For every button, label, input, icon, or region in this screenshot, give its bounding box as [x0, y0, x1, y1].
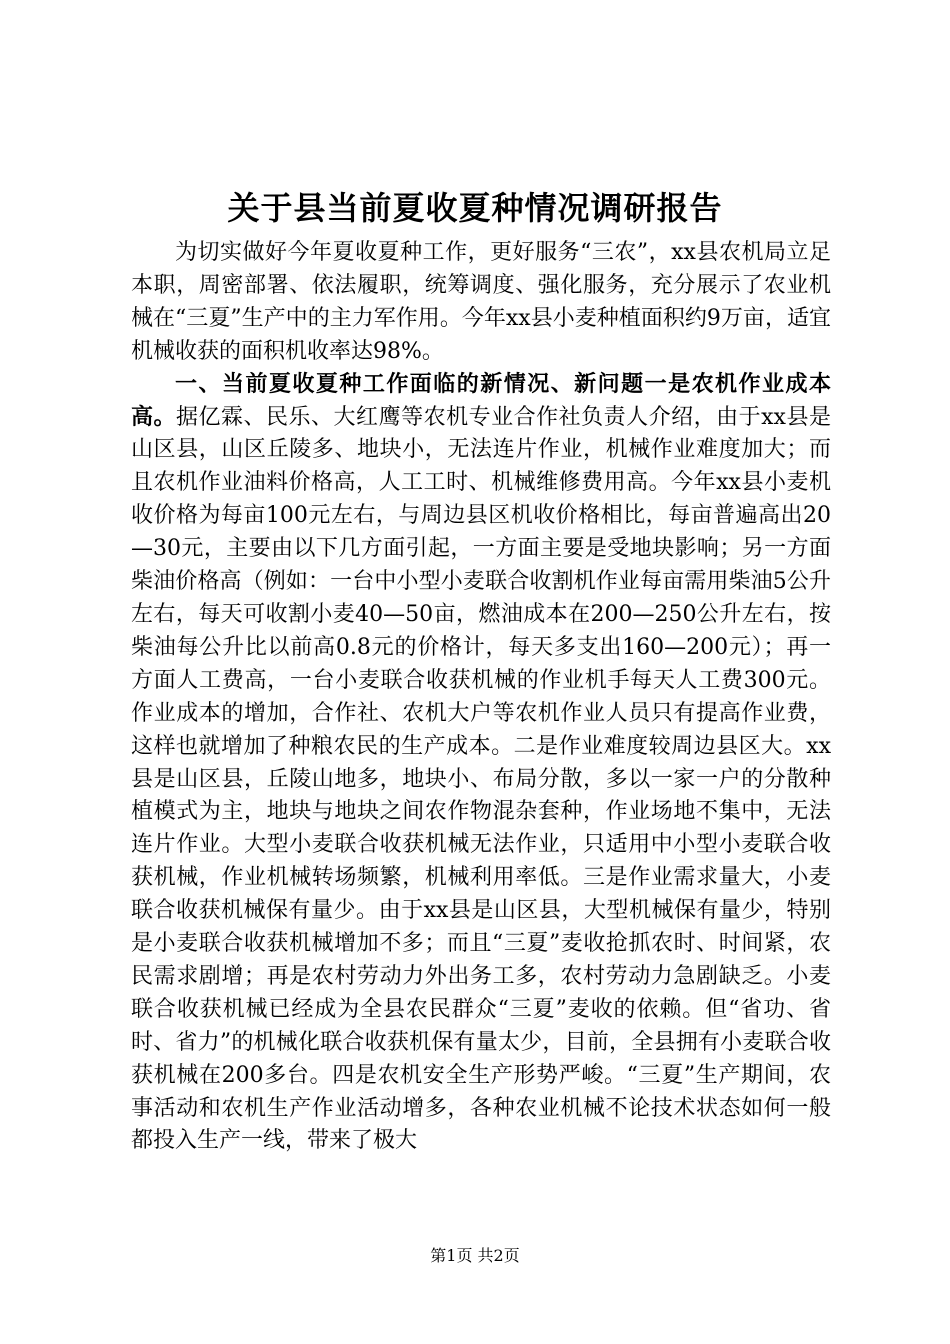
section-body-text: 据亿霖、民乐、大红鹰等农机专业合作社负责人介绍，由于xx县是山区县，山区丘陵多、地块小，无法连片作业，机械作业难度加大；而且农机作业油料价格高，人工工时、机械维修费用高。今年xx县小麦机收价格为每亩100元左右，与周边县区机收价格相比，每亩普遍高出20—30元，主要由以下几方面引起，一方面主要是受地块影响；另一方面柴油价格高（例如：一台中小型小麦联合收割机作业每亩需用柴油5公升左右，每天可收割小麦40—50亩，燃油成本在200—250公升左右，按柴油每公升比以前高0.8元的价格计，每天多支出160—200元）；再一方面人工费高，一台小麦联合收获机械的作业机手每天人工费300元。作业成本的增加，合作社、农机大户等农机作业人员只有提高作业费，这样也就增加了种粮农民的生产成本。二是作业难度较周边县区大。xx县是山区县，丘陵山地多，地块小、布局分散，多以一家一户的分散种植模式为主，地块与地块之间农作物混杂套种，作业场地不集中，无法连片作业。大型小麦联合收获机械无法作业，只适用中小型小麦联合收获机械，作业机械转场频繁，机械利用率低。三是作业需求量大，小麦联合收获机械保有量少。由于xx县是山区县，大型机械保有量少，特别是小麦联合收获机械增加不多；而且“三夏”麦收抢抓农时、时间紧，农民需求剧增；再是农村劳动力外出务工多，农村劳动力急剧缺乏。小麦联合收获机械已经成为全县农民群众“三夏”麦收的依赖。但“省功、省时、省力”的机械化联合收获机保有量太少，目前，全县拥有小麦联合收获机械在200多台。四是农机安全生产形势严峻。“三夏”生产期间，农事活动和农机生产作业活动增多，各种农业机械不论技术状态如何一般都投入生产一线，带来了极大: [131, 404, 831, 1154]
document-title: 关于县当前夏收夏种情况调研报告: [227, 189, 723, 227]
section-heading: 一、当前夏收夏种工作面临的新情况、新问题一是农机作业成本高。: [131, 371, 831, 430]
section-paragraph: [131, 369, 831, 1159]
document-body: [131, 237, 831, 1158]
page-footer: 第1页 共2页: [430, 1246, 520, 1265]
intro-paragraph: 为切实做好今年夏收夏种工作，更好服务“三农”，xx县农机局立足本职，周密部署、依法履职，统筹调度、强化服务，充分展示了农业机械在“三夏”生产中的主力军作用。今年xx县小麦种植面积约9万亩，适宜机械收获的面积机收率达98%。: [131, 240, 831, 364]
